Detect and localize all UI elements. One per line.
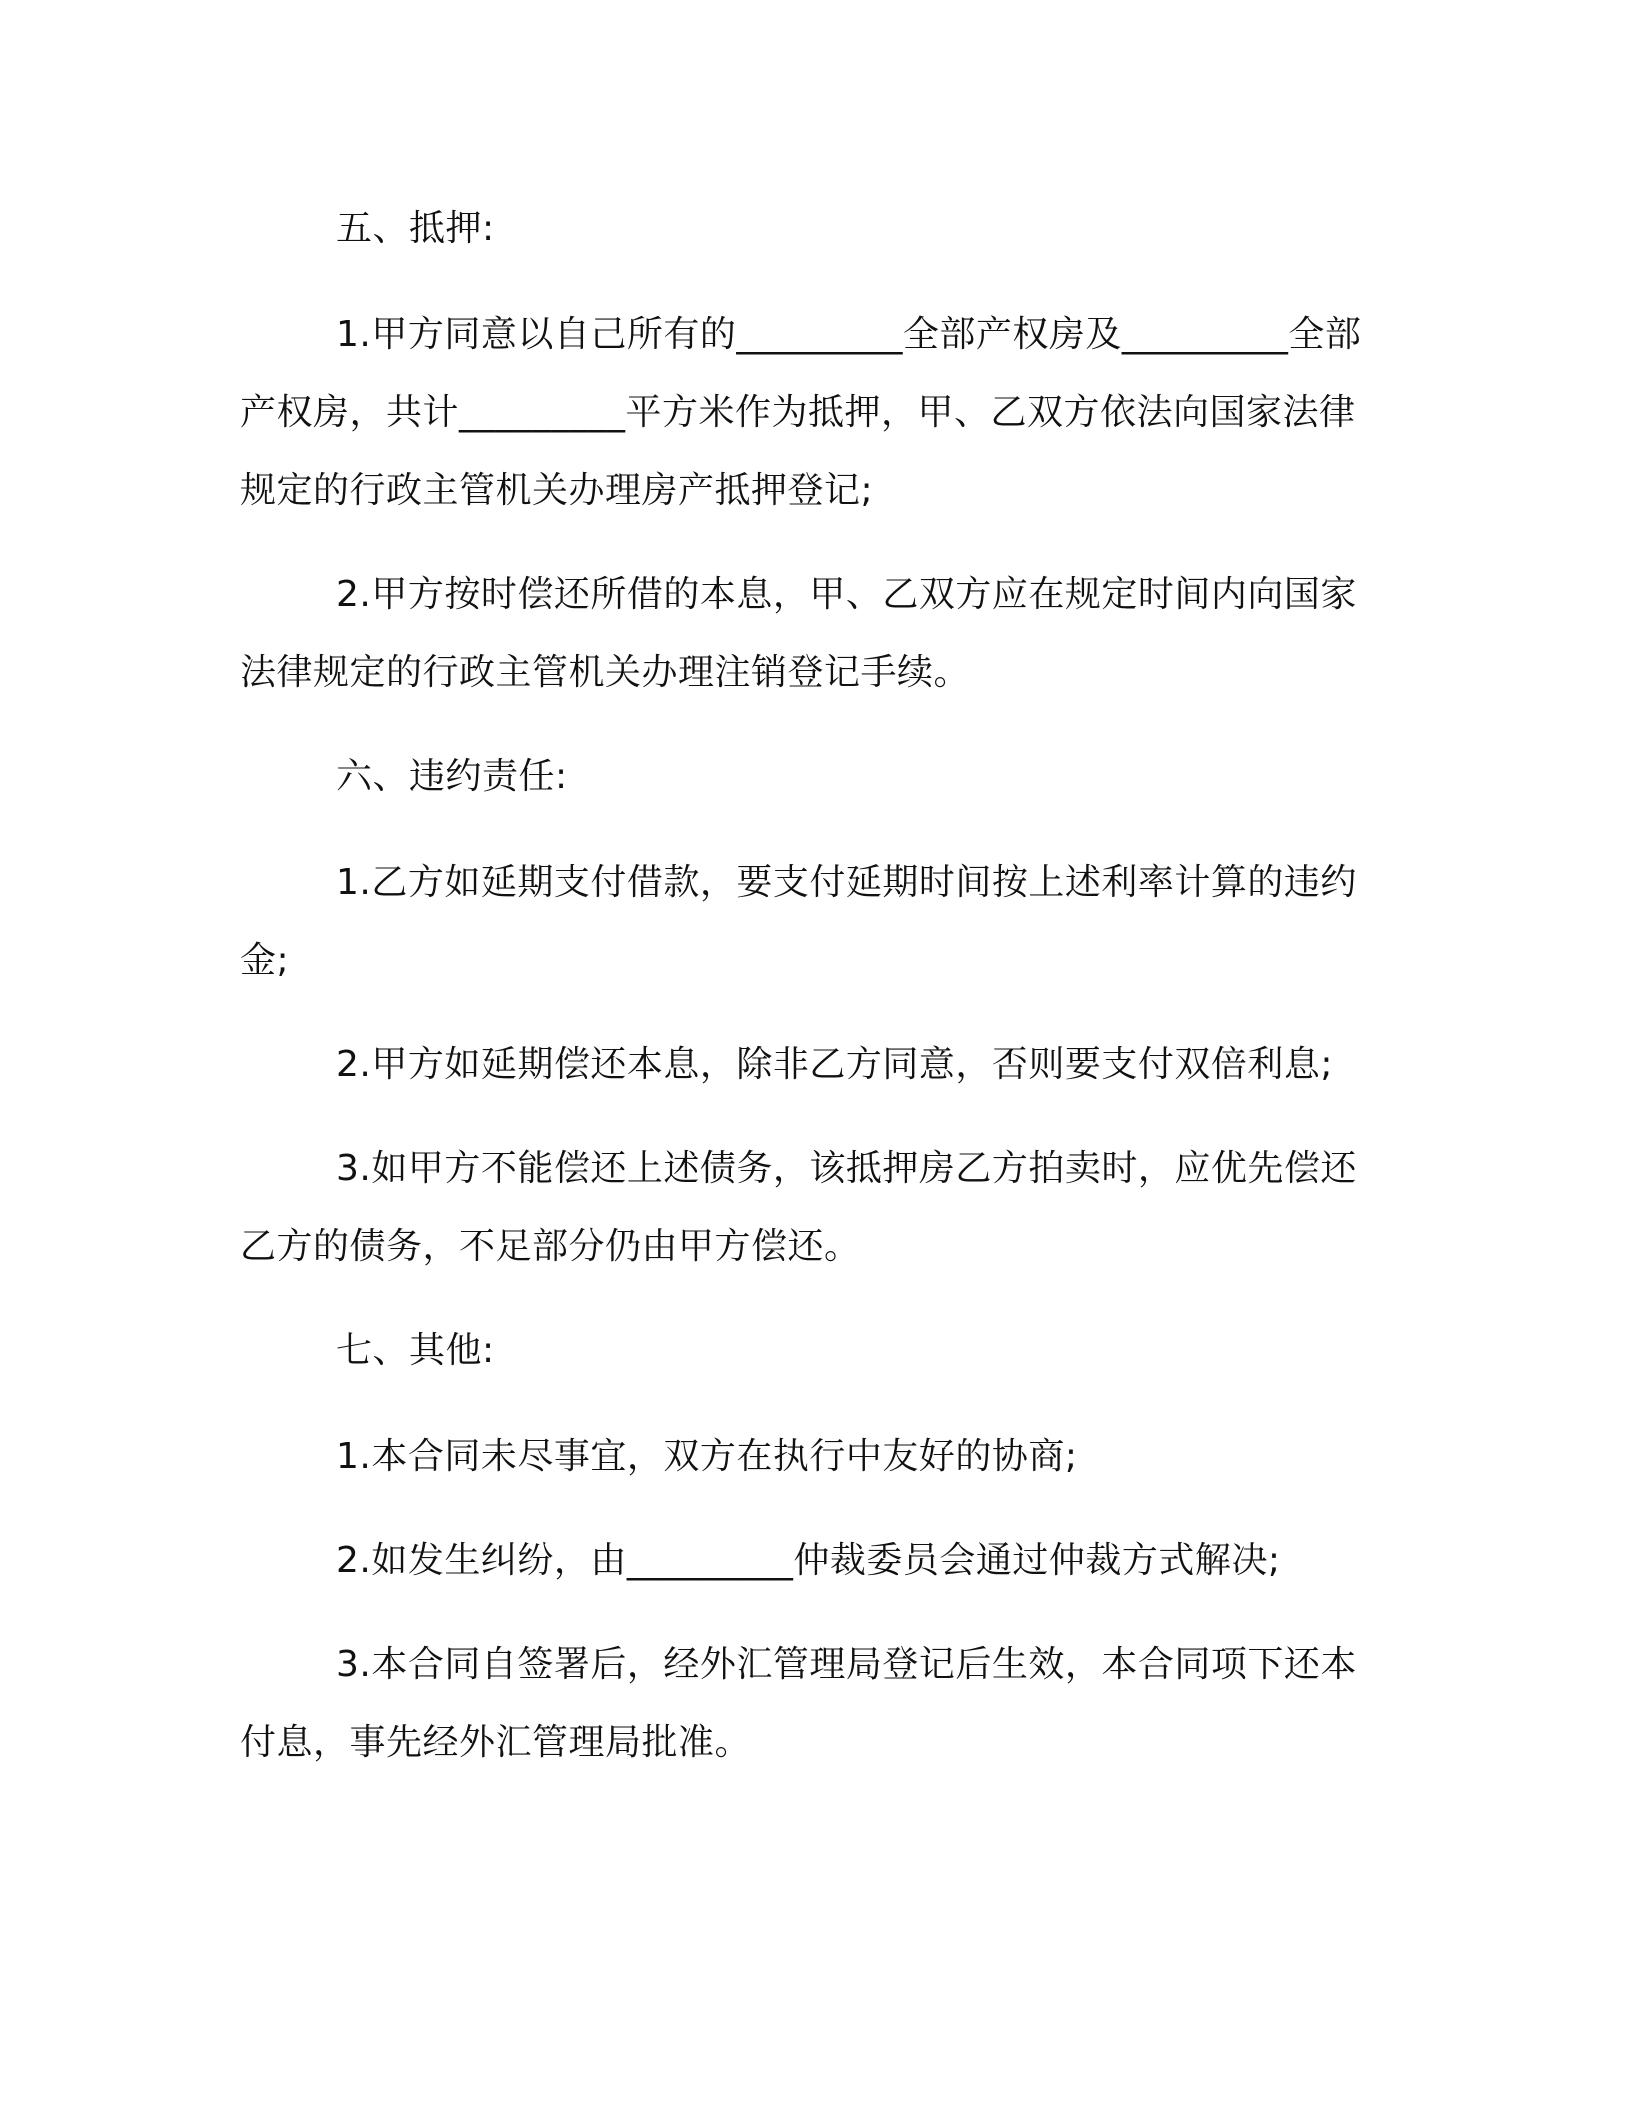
clause-5-2: 2.甲方按时偿还所借的本息，甲、乙双方应在规定时间内向国家法律规定的行政主管机关办理注销登记手续。: [240, 574, 1357, 693]
section-heading-5: 五、抵押:: [336, 208, 495, 249]
clause-7-3: 3.本合同自签署后，经外汇管理局登记后生效，本合同项下还本付息，事先经外汇管理局批准。: [240, 1644, 1357, 1763]
clause-6-2: 2.甲方如延期偿还本息，除非乙方同意，否则要支付双倍利息;: [336, 1044, 1333, 1085]
clause-6-1: 1.乙方如延期支付借款，要支付延期时间按上述利率计算的违约金;: [240, 862, 1357, 981]
clause-5-1: 1.甲方同意以自己所有的_________全部产权房及_________全部产权房，共计_________平方米作为抵押，甲、乙双方依法向国家法律规定的行政主管机关办理房产抵押登记;: [240, 314, 1362, 511]
clause-7-1: 1.本合同未尽事宜，双方在执行中友好的协商;: [336, 1436, 1078, 1477]
section-heading-6: 六、违约责任:: [336, 756, 568, 797]
section-heading-7: 七、其他:: [336, 1330, 495, 1371]
document-body: [240, 190, 1370, 1808]
clause-6-3: 3.如甲方不能偿还上述债务，该抵押房乙方拍卖时，应优先偿还乙方的债务，不足部分仍由甲方偿还。: [240, 1148, 1357, 1267]
clause-7-2: 2.如发生纠纷，由_________仲裁委员会通过仲裁方式解决;: [336, 1540, 1281, 1581]
